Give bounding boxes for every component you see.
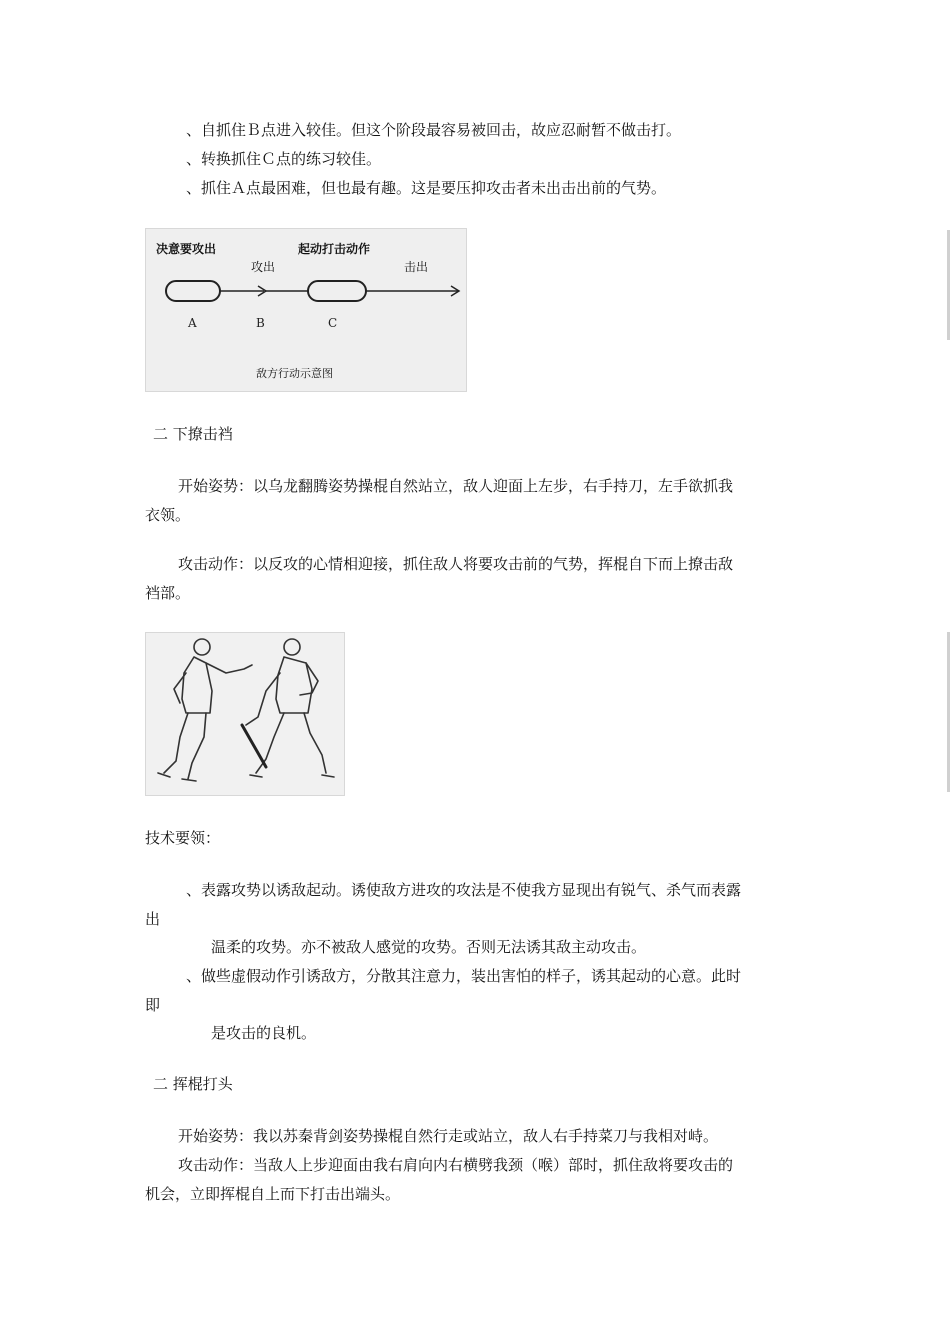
capsule-c bbox=[308, 281, 366, 301]
tech-p2-line2: 即 bbox=[145, 996, 161, 1014]
capsule-a bbox=[166, 281, 220, 301]
diagram-svg bbox=[146, 229, 466, 391]
fighters-illustration bbox=[145, 632, 345, 796]
section2-start-line: 开始姿势：我以苏秦背剑姿势操棍自然行走或站立，敌人右手持菜刀与我相对峙。 bbox=[178, 1127, 719, 1145]
section1-start-line1: 开始姿势：以乌龙翻腾姿势操棍自然站立，敌人迎面上左步，右手持刀，左手欲抓我 bbox=[178, 477, 734, 495]
intro-point-b: 、自抓住Ｂ点进入较佳。但这个阶段最容易被回击，故应忍耐暂不做击打。 bbox=[186, 121, 682, 139]
tech-p1-line1: 、表露攻势以诱敌起动。诱使敌方进攻的攻法是不使我方显现出有锐气、杀气而表露 bbox=[186, 881, 742, 899]
diagram-label-strike: 击出 bbox=[404, 260, 429, 274]
fighters-svg bbox=[146, 633, 344, 795]
section1-heading: 二 下撩击裆 bbox=[153, 425, 233, 443]
section1-attack-line2: 裆部。 bbox=[145, 584, 191, 602]
intro-point-a: 、抓住Ａ点最困难，但也最有趣。这是要压抑攻击者未出击出前的气势。 bbox=[186, 179, 667, 197]
point-a-label: A bbox=[188, 316, 197, 330]
diagram-label-start: 起动打击动作 bbox=[298, 242, 371, 256]
section2-attack-line1: 攻击动作：当敌人上步迎面由我右肩向内右横劈我颈（喉）部时，抓住敌将要攻击的 bbox=[178, 1156, 734, 1174]
intro-point-c: 、转换抓住Ｃ点的练习较佳。 bbox=[186, 150, 382, 168]
section1-start-line2: 衣领。 bbox=[145, 506, 191, 524]
tech-p2-line1: 、做些虚假动作引诱敌方，分散其注意力，装出害怕的样子，诱其起动的心意。此时 bbox=[186, 967, 742, 985]
right-figure-legs bbox=[256, 713, 326, 773]
tech-p1-line2: 出 bbox=[145, 910, 161, 928]
diagram-label-decide: 决意要攻出 bbox=[156, 242, 217, 256]
tech-p2-line3: 是攻击的良机。 bbox=[211, 1024, 317, 1042]
enemy-action-diagram bbox=[145, 228, 467, 392]
right-figure-head bbox=[284, 639, 300, 655]
right-figure-body bbox=[276, 657, 312, 713]
stick bbox=[242, 725, 266, 767]
point-c-label: C bbox=[328, 316, 338, 330]
right-figure-stick-arm bbox=[246, 673, 280, 725]
section2-attack-line2: 机会，立即挥棍自上而下打击出端头。 bbox=[145, 1185, 401, 1203]
left-figure-body bbox=[182, 657, 212, 713]
left-figure-arm bbox=[206, 663, 252, 673]
right-figure-feet bbox=[250, 775, 334, 777]
left-figure-head bbox=[194, 639, 210, 655]
tech-heading: 技术要领： bbox=[145, 829, 221, 847]
left-figure-feet bbox=[158, 773, 196, 781]
left-figure-legs bbox=[164, 713, 206, 779]
tech-p1-line3: 温柔的攻势。亦不被敌人感觉的攻势。否则无法诱其敌主动攻击。 bbox=[211, 938, 647, 956]
diagram-label-attack: 攻出 bbox=[251, 260, 276, 274]
point-b-label: B bbox=[256, 316, 265, 330]
diagram-caption: 敌方行动示意图 bbox=[256, 367, 333, 380]
section1-attack-line1: 攻击动作：以反攻的心情相迎接，抓住敌人将要攻击前的气势，挥棍自下而上撩击敌 bbox=[178, 555, 734, 573]
section2-heading: 二 挥棍打头 bbox=[153, 1075, 233, 1093]
